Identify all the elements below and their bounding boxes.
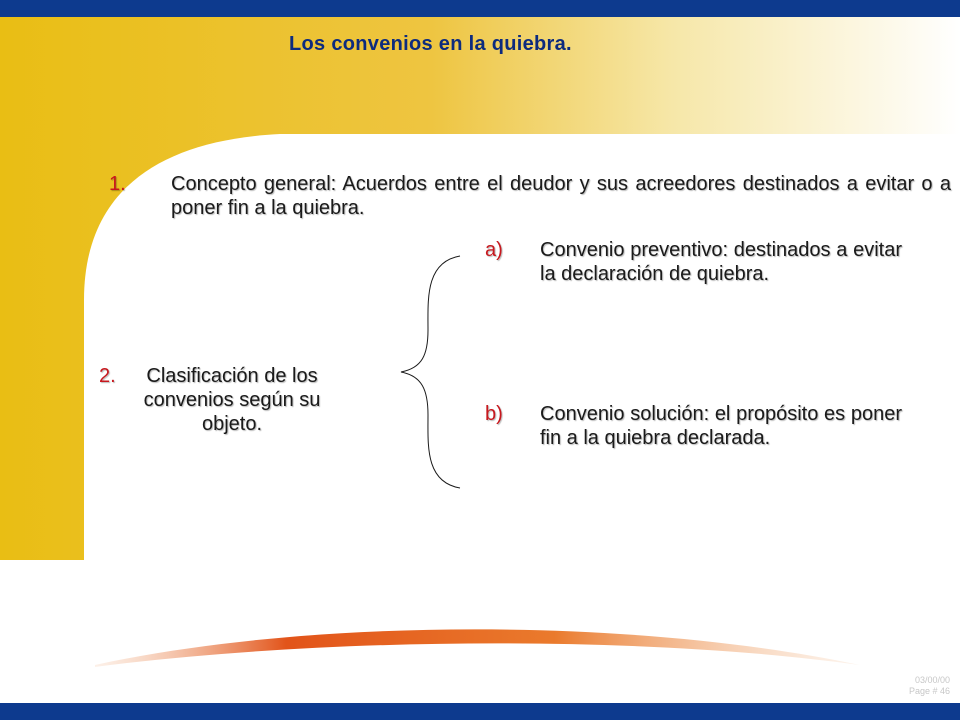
slide-footer [909, 675, 950, 697]
subitem-b-text: Convenio solución: el propósito es poner fin a la quiebra declarada. [540, 403, 902, 449]
footer-date: 03/00/00 [914, 675, 950, 685]
item-2-text: Clasificación de los convenios según su objeto. [143, 365, 321, 435]
item-2-number: 2. [99, 365, 116, 387]
footer-page-number: Page # 46 [908, 686, 950, 696]
item-1-number: 1. [109, 173, 126, 195]
bottom-bar [0, 703, 960, 720]
slide-title: Los convenios en la quiebra. [289, 33, 572, 55]
subitem-b-letter: b) [485, 403, 503, 425]
item-1-text: Concepto general: Acuerdos entre el deudor y sus acreedores destinados a evitar o a poner fin a la quiebra. [171, 173, 951, 219]
subitem-a-letter: a) [485, 239, 503, 261]
subitem-a-text: Convenio preventivo: destinados a evitar la declaración de quiebra. [540, 239, 902, 285]
top-bar [0, 0, 960, 17]
